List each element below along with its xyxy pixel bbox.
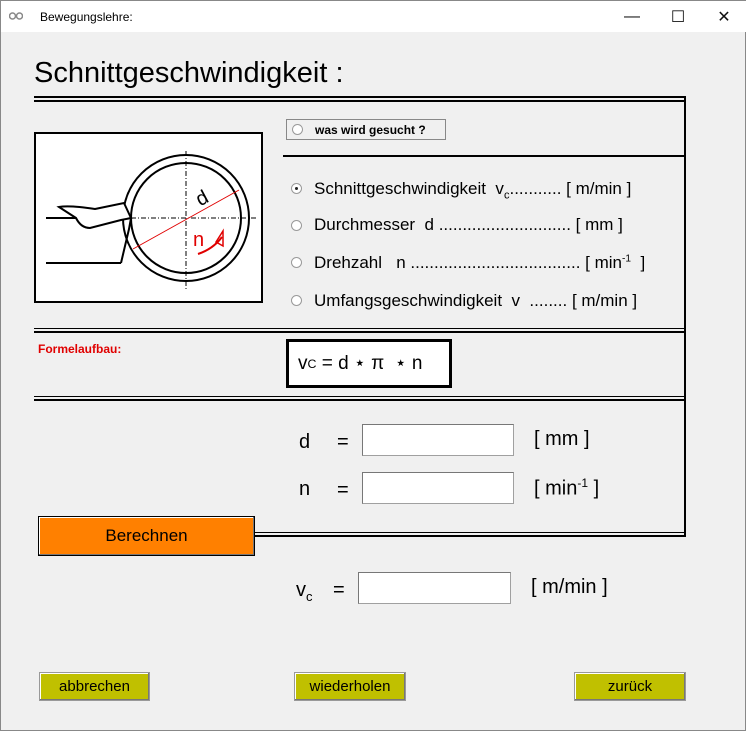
vc-label [296, 579, 313, 604]
radio-circumferential-speed[interactable] [291, 295, 302, 306]
back-button[interactable]: zurück [574, 672, 686, 701]
workpiece-tool-diagram [36, 134, 261, 301]
close-button[interactable]: ✕ [717, 8, 731, 26]
cancel-button[interactable]: abbrechen [39, 672, 150, 701]
cutting-speed-result[interactable] [358, 572, 511, 604]
option-superscript: -1 [621, 253, 632, 265]
vc-unit: [ m/min ] [531, 576, 608, 598]
d-unit: [ mm ] [534, 428, 590, 450]
search-target-group[interactable] [286, 119, 446, 140]
divider [283, 155, 686, 157]
n-unit [534, 476, 599, 501]
vc-label-text: v [296, 579, 306, 601]
n-label: n [193, 229, 205, 251]
divider [34, 96, 686, 98]
repeat-button[interactable]: wiederholen [294, 672, 406, 701]
option-circumferential-speed[interactable]: Umfangsgeschwindigkeit v ........ [ m/min ] [314, 291, 638, 310]
divider [255, 535, 686, 537]
app-icon [9, 11, 23, 21]
divider-vertical [684, 96, 686, 537]
page-title: Schnittgeschwindigkeit : [34, 57, 344, 89]
minimize-button[interactable]: — [624, 7, 640, 25]
divider [34, 396, 686, 397]
radio-cutting-speed[interactable] [291, 183, 302, 194]
formula-lhs-sub: C [307, 356, 317, 371]
calculate-button[interactable]: Berechnen [38, 516, 255, 556]
divider [34, 100, 686, 102]
option-unit: ] [631, 253, 646, 272]
option-diameter[interactable]: Durchmesser d ............................ [ mm ] [314, 215, 623, 234]
vc-label-sub: c [306, 589, 313, 604]
formula-rhs: = d ⋆ π ⋆ n [316, 353, 423, 374]
n-unit-end: ] [588, 477, 600, 500]
question-label: was wird gesucht ? [315, 122, 426, 137]
turning-diagram [34, 132, 263, 303]
option-label: Drehzahl n .................................... [ min [314, 253, 622, 272]
n-unit-sup: -1 [577, 476, 589, 490]
diameter-input[interactable] [362, 424, 514, 456]
option-label: Schnittgeschwindigkeit v [314, 179, 504, 198]
vc-equals: = [333, 579, 345, 601]
option-subscript: c [503, 189, 510, 202]
question-radio[interactable] [292, 124, 303, 135]
option-speed[interactable] [314, 253, 645, 273]
divider [255, 532, 686, 533]
d-label: d [192, 186, 213, 211]
formula-lhs: v [298, 352, 308, 374]
formula-label: Formelaufbau: [38, 342, 122, 356]
divider [34, 399, 686, 401]
radio-speed[interactable] [291, 257, 302, 268]
divider [34, 331, 686, 333]
d-equals: = [337, 431, 349, 453]
d-label: d [299, 431, 311, 453]
formula-box [286, 339, 452, 388]
n-label: n [299, 478, 311, 500]
option-cutting-speed[interactable] [314, 179, 631, 201]
n-equals: = [337, 479, 349, 501]
maximize-button[interactable]: ☐ [670, 8, 686, 26]
radio-diameter[interactable] [291, 220, 302, 231]
option-unit: ........... [ m/min ] [509, 179, 632, 198]
speed-input[interactable] [362, 472, 514, 504]
divider [34, 328, 686, 329]
window-title: Bewegungslehre: [40, 10, 133, 24]
n-unit-text: [ min [534, 477, 578, 500]
